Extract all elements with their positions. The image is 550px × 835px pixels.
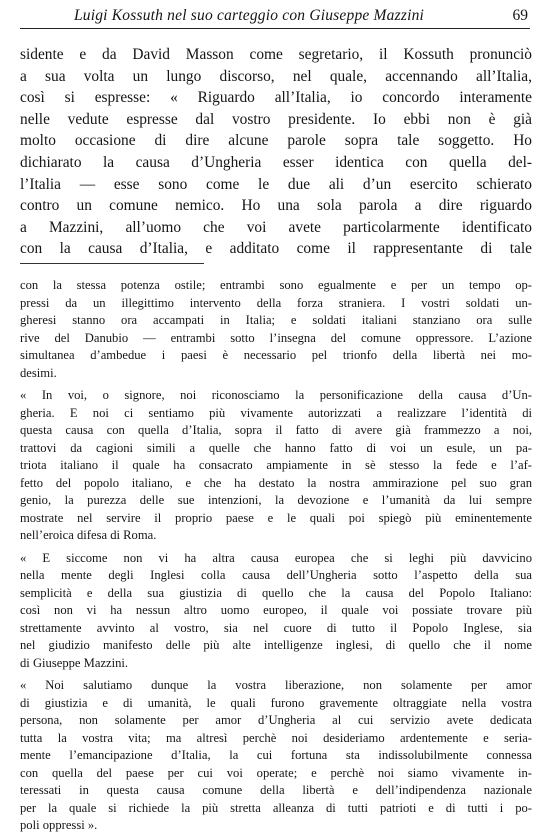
footnote-line: di giustizia e di umanità, le quali furono gravemente oltraggiate nella vostra (20, 695, 532, 710)
footnote-line: così non vi ha nessun altro uomo europeo, il quale voi possiate trovare più (20, 603, 532, 617)
footnote-line: di Giuseppe Mazzini. (20, 655, 129, 670)
footnote-line: pressi da un illegittimo intervento della forza straniera. I vostri soldati un- (20, 295, 532, 310)
footnote-line: strettamente avvinto al vostro, sia nel cuore di tutto il Popolo Inglese, sia (20, 620, 532, 635)
footnote-line: fetto del popolo italiano, e che ha destato la nostra ammirazione pel suo gran (20, 475, 532, 490)
footnote-paragraph (20, 677, 532, 835)
footnote-line: triota italiano il quale ha consacrato ampiamente in sè stesso la fede e l’af- (20, 458, 532, 472)
body-line: contro un comune nemico. Ho una sola parola a dire riguardo (20, 197, 532, 215)
footnote-line: « E siccome non vi ha altra causa europea che si leghi più davvicino (20, 550, 532, 565)
footnote-line: mente l’emancipazione d’Italia, la cui fortuna sta indissolubilmente connessa (20, 748, 532, 762)
footnote-paragraph (20, 387, 532, 545)
body-line: nelle vedute espresse dal vostro presidente. Io ebbi non è già (20, 110, 532, 128)
page-number: 69 (512, 7, 528, 24)
footnote-line: con quella del paese per cui voi operate; e perchè noi siamo vivamente in- (20, 765, 532, 780)
body-line: così si espresse: « Riguardo all’Italia, io concordo interamente (20, 89, 532, 107)
footnote-line: gheria. E noi ci sentiamo più vivamente autorizzati a realizzare l’identità di (20, 405, 532, 420)
footnote-line: tutta la vostra vita; ma altresì perchè noi desideriamo ardentemente e seria- (20, 730, 532, 745)
body-line: a sua volta un lungo discorso, nel quale, accennando all’Italia, (20, 67, 532, 85)
body-line: dichiarato la causa d’Ungheria esser identica con quella del- (20, 153, 532, 171)
footnote-line: poli oppressi ». (20, 818, 98, 832)
footnote-line: simultanea d’ambedue i paesi è necessario pel trionfo della libertà nei mo- (20, 348, 532, 362)
body-line: sidente e da David Masson come segretario, il Kossuth pronunciò (20, 46, 532, 63)
footnote-line: « Noi salutiamo dunque la vostra liberazione, non solamente per amor (20, 678, 532, 692)
body-line: l’Italia — esse sono come le due ali d’un esercito schierato (20, 175, 532, 193)
footnote-line: per la quale si richiede la più stretta alleanza di tutti patrioti e di tutti i po- (20, 800, 532, 815)
body-line: a Mazzini, all’uomo che voi avete particolarmente identificato (20, 218, 532, 236)
running-title: Luigi Kossuth nel suo carteggio con Giuseppe Mazzini (73, 7, 425, 24)
footnote-paragraph (20, 277, 532, 382)
footnote-line: trattovi da cagioni simili a quelle che hanno fatto di voi un esule, un pa- (20, 440, 532, 455)
footnote-line: con la stessa potenza ostile; entrambi sono egualmente e per un tempo op- (20, 278, 532, 292)
footnote-line: semplicità e della sua giustizia di quello che la causa del Popolo Italiano: (20, 585, 532, 600)
footnote-line: « In voi, o signore, noi riconosciamo la personificazione della causa d’Un- (20, 388, 532, 402)
footnote-line: nel giudizio manifesto delle più alte intelligenze inglesi, di quello che il nome (20, 638, 532, 652)
footnote-line: genio, la purezza delle sue intenzioni, la devozione e l’umanità da lui sempre (20, 493, 532, 507)
body-line: molto occasione di dire alcune parole sopra tale soggetto. Ho (20, 132, 532, 150)
footnote-line: desimi. (20, 365, 57, 380)
footnote-line: nell’eroica difesa di Roma. (20, 528, 157, 542)
footnote-line: rive del Danubio — entrambi sotto l’insegna del comune oppressore. L’azione (20, 330, 532, 345)
footnote-separator (20, 263, 204, 264)
footnote-line: teressati in questa causa comune della libertà e dell’indipendenza nazionale (20, 783, 532, 797)
main-text (20, 44, 532, 260)
footnote-paragraph (20, 550, 532, 673)
body-line: con la causa d’Italia, e additato come il rappresentante di tale (20, 240, 532, 258)
footnote-line: mostrate nel servire il proprio paese e le quali poi spiegò più eminentemente (20, 510, 532, 525)
footnote-line: persona, non solamente per amor d’Ungheria al cui servizio avete dedicata (20, 713, 532, 727)
footnote-line: questa causa con quella d’Italia, sopra il fatto di avere già frammezzo a noi, (20, 423, 532, 437)
footnotes (20, 277, 532, 835)
footnote-line: gheresi stanno ora accampati in Italia; e soldati italiani stanziano ora sulle (20, 313, 532, 327)
footnote-line: nella mente degli Inglesi colla causa dell’Ungheria sotto l’aspetto della sua (20, 568, 532, 582)
running-header (20, 6, 530, 29)
